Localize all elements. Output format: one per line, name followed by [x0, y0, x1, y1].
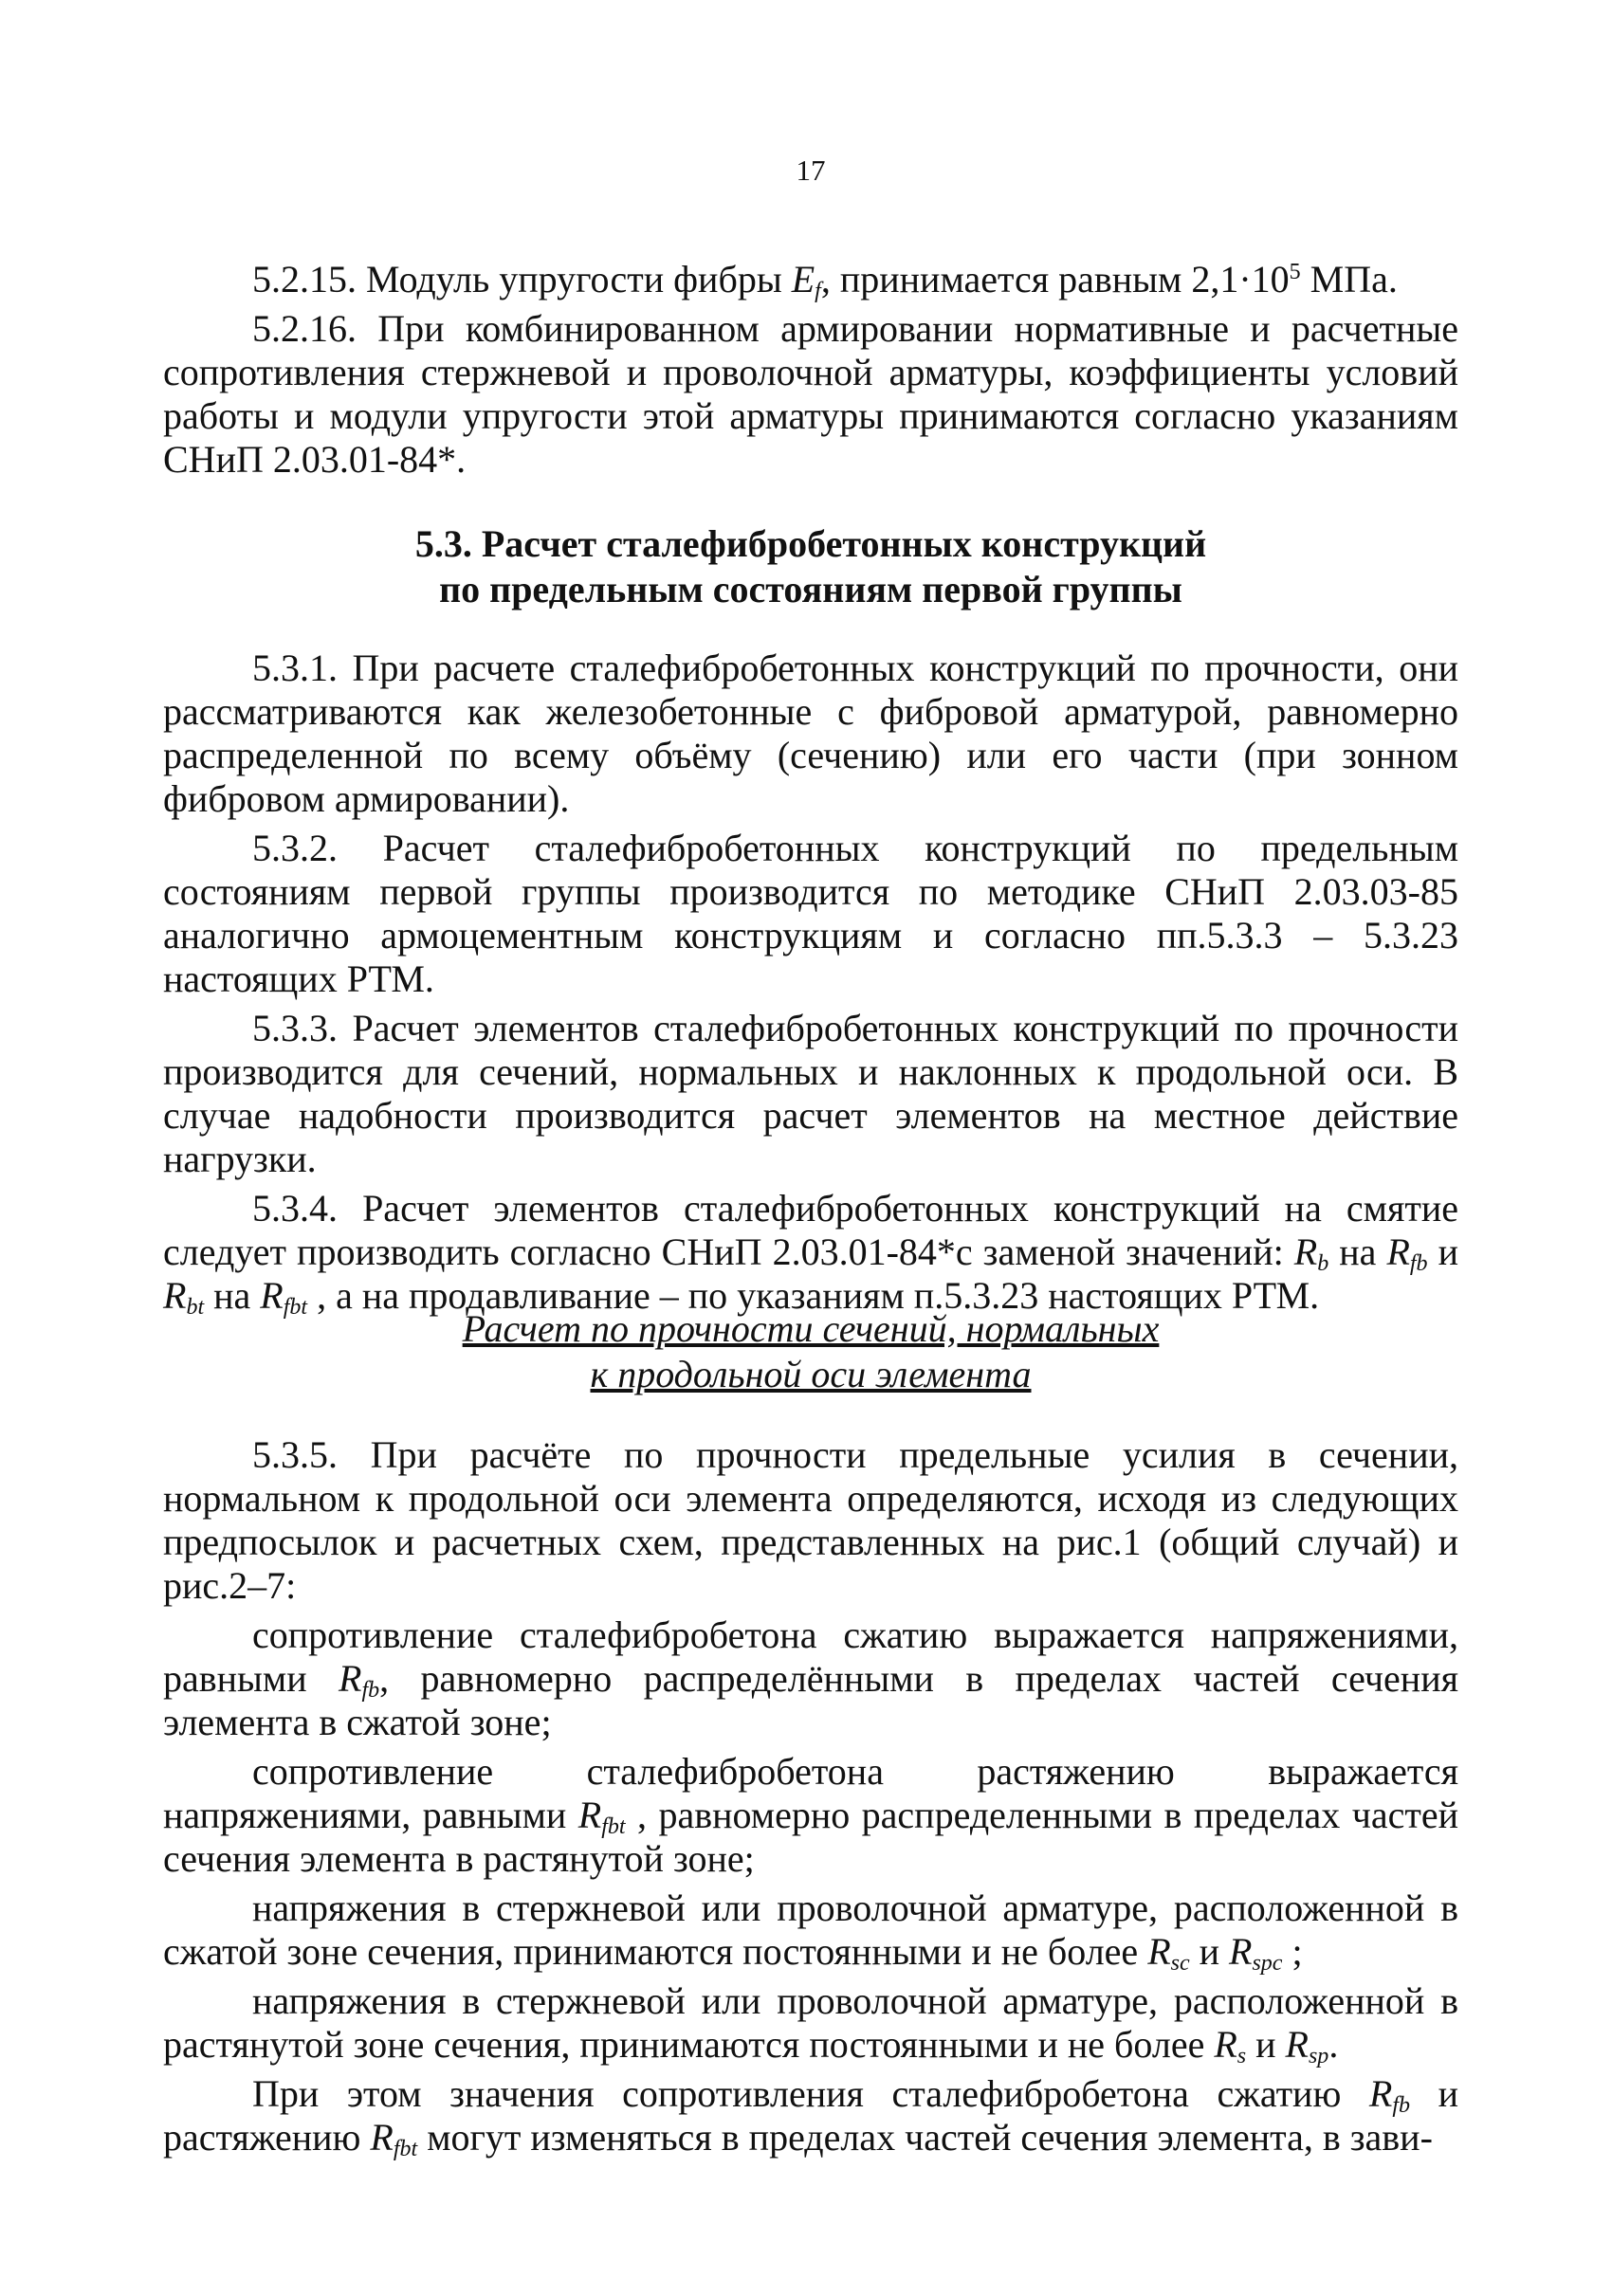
symbol-rfb: $R_{fb}$ [1368, 2072, 1411, 2118]
symbol-rsp: $R_{sp}$ [1285, 2023, 1329, 2068]
symbol-rbt: $R_{bt}$ [163, 1274, 205, 1320]
symbol-rspc: $R_{spc}$ [1229, 1930, 1283, 1976]
list-item-compression: сопротивление сталефибробетона сжатию выражается напряжениями, равными $R_{fb}$, равномерно распределёнными в пределах частей сечения элемента в сжатой зоне; [163, 1613, 1459, 1743]
paragraph-5-2-15: 5.2.15. Модуль упругости фибры $E_f$, принимается равным $2,1\cdot 10^5$ МПа. [252, 258, 1398, 303]
paragraph-5-3-2: 5.3.2. Расчет сталефибробетонных конструкций по предельным состояниям первой группы производится по методике СНиП 2.03.03-85 аналогично армоцементным конструкциям и согласно пп.5.3.3 – 5.3.23 настоящих РТМ. [163, 827, 1458, 1000]
subsection-heading-line-2: к продольной оси элемента [590, 1353, 1032, 1395]
symbol-rs: $R_s$ [1214, 2023, 1247, 2068]
symbol-rfbt: $R_{fbt}$ [260, 1274, 308, 1320]
text-block-top [163, 258, 1458, 487]
symbol-ef: $E_f$ [791, 258, 821, 303]
paragraph-5-2-16: 5.2.16. При комбинированном армировании нормативные и расчетные сопротивления стержневой и проволочной арматуры, коэффициенты условий работы и модули упругости этой арматуры принимаются согласно указаниям СНиП 2.03.01-84*. [163, 307, 1458, 481]
symbol-rfbt: $R_{fbt}$ [370, 2116, 418, 2161]
symbol-rsc: $R_{sc}$ [1147, 1930, 1190, 1976]
paragraph-5-3-3: 5.3.3. Расчет элементов сталефибробетонных конструкций по прочности производится для сечений, нормальных и наклонных к продольной оси. В случае надобности производится расчет элементов на местное действие нагрузки. [163, 1007, 1458, 1180]
subsection-heading-line-1: Расчет по прочности сечений, нормальных [462, 1307, 1160, 1350]
symbol-rfb: $R_{fb}$ [339, 1657, 380, 1703]
text-block-middle [163, 647, 1458, 1323]
paragraph-5-3-4: 5.3.4. Расчет элементов сталефибробетонных конструкций на смятие следует производить согласно СНиП 2.03.01-84*с заменой значений: $R_b$ на $R_{fb}$ и $R_{bt}$ на $R_{fbt}$ , а на продавливание – по указаниям п.5.3.23 настоящих РТМ. [163, 1187, 1459, 1320]
symbol-rb: $R_b$ [1293, 1230, 1329, 1276]
text-block-bottom [163, 1433, 1458, 2165]
page-number: 17 [796, 154, 826, 187]
list-item-compressed-reinforcement: напряжения в стержневой или проволочной арматуре, расположенной в сжатой зоне сечения, принимаются постоянными и не более $R_{sc}$ и $R_{spc}$ ; [163, 1886, 1458, 1976]
section-heading-block [163, 521, 1458, 612]
subsection-heading-block [163, 1306, 1458, 1397]
paragraph-5-3-1: 5.3.1. При расчете сталефибробетонных конструкций по прочности, они рассматриваются как железобетонные с фибровой арматурой, равномерно распределенной по всему объёму (сечению) или его части (при зонном фибровом армировании). [163, 647, 1458, 820]
symbol-rfbt: $R_{fbt}$ [577, 1794, 626, 1839]
list-item-tensioned-reinforcement: напряжения в стержневой или проволочной арматуре, расположенной в растянутой зоне сечения, принимаются постоянными и не более $R_s$ и $R_{sp}$. [163, 1979, 1458, 2068]
paragraph-final: При этом значения сопротивления сталефибробетона сжатию $R_{fb}$ и растяжению $R_{fbt}$ могут изменяться в пределах частей сечения элемента, в зави- [163, 2072, 1458, 2161]
section-heading-line-1: 5.3. Расчет сталефибробетонных конструкций [414, 522, 1207, 565]
list-item-tension: сопротивление сталефибробетона растяжению выражается напряжениями, равными $R_{fbt}$ , равномерно распределенными в пределах частей сечения элемента в растянутой зоне; [163, 1750, 1458, 1880]
paragraph-5-3-5: 5.3.5. При расчёте по прочности предельные усилия в сечении, нормальном к продольной оси элемента определяются, исходя из следующих предпосылок и расчетных схем, представленных на рис.1 (общий случай) и рис.2–7: [163, 1433, 1458, 1607]
section-heading-line-2: по предельным состояниям первой группы [439, 568, 1182, 610]
symbol-rfb: $R_{fb}$ [1386, 1230, 1428, 1276]
